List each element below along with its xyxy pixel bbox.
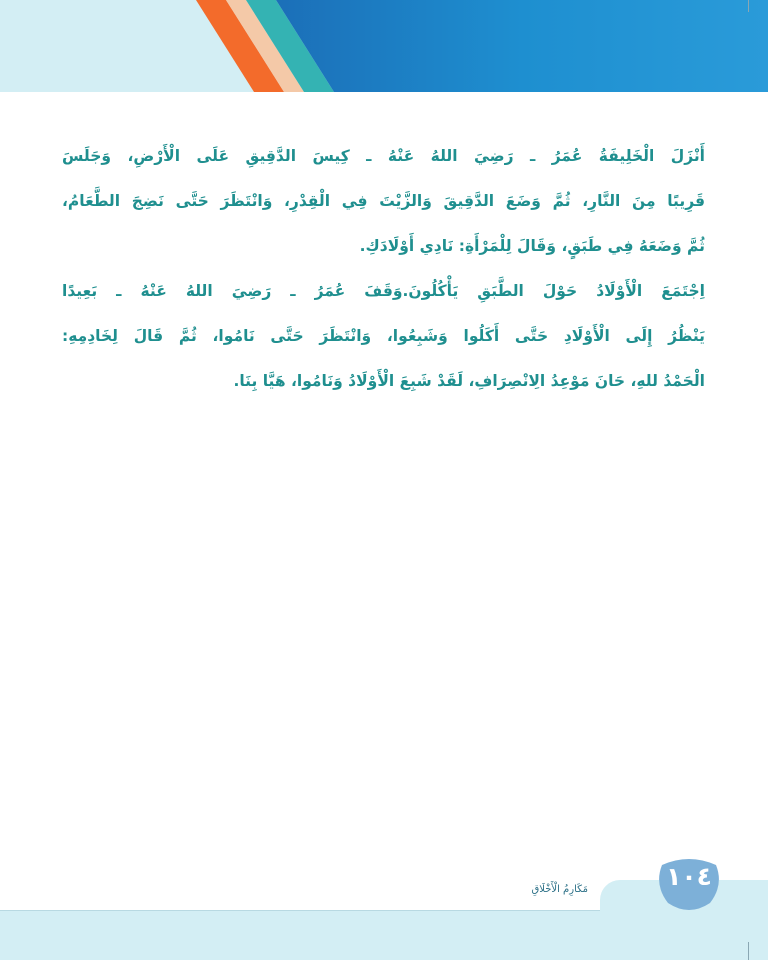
- paragraph-2: [62, 280, 705, 393]
- text-line: ثُمَّ وَضَعَهُ فِي طَبَقٍ، وَقَالَ لِلْمَرْأَةِ: نَادِي أَوْلَادَكِ.: [359, 237, 705, 255]
- paragraph-1: [62, 145, 705, 258]
- page-number: ١٠٤: [666, 862, 712, 891]
- text-line: يَنْظُرُ إِلَى الْأَوْلَادِ حَتَّى أَكَلُوا وَشَبِعُوا، وَانْتَظَرَ حَتَّى نَامُوا، ثُمَّ قَالَ لِخَادِمِهِ:: [62, 327, 705, 345]
- blue-panel: [276, 0, 768, 92]
- text-line: الْحَمْدُ للهِ، حَانَ مَوْعِدُ الِانْصِرَافِ، لَقَدْ شَبِعَ الْأَوْلَادُ وَنَامُوا، هَيَّا بِنَا.: [233, 372, 705, 390]
- story-text: [62, 145, 705, 415]
- header-banner: [0, 0, 768, 92]
- footer-rule: [0, 910, 600, 911]
- header-decoration: [0, 0, 768, 92]
- text-line: قَرِيبًا مِنَ النَّارِ، ثُمَّ وَضَعَ الدَّقِيقَ وَالزَّيْتَ فِي الْقِدْرِ، وَانْتَظَرَ حَتَّى نَضِجَ الطَّعَامُ،: [62, 192, 705, 210]
- crop-mark: [748, 0, 749, 12]
- footer-band: [0, 910, 768, 960]
- text-line: اِجْتَمَعَ الْأَوْلَادُ حَوْلَ الطَّبَقِ يَأْكُلُونَ.وَقَفَ عُمَرُ ـ رَضِيَ اللهُ عَنْهُ ـ بَعِيدًا: [62, 282, 705, 300]
- crop-mark: [748, 942, 749, 960]
- book-title: مَكَارِمُ الْأَخْلَاقِ: [531, 884, 588, 895]
- footer: [0, 880, 768, 960]
- text-line: أَنْزَلَ الْخَلِيفَةُ عُمَرُ ـ رَضِيَ اللهُ عَنْهُ ـ كِيسَ الدَّقِيقِ عَلَى الْأَرْضِ، وَجَلَسَ: [62, 147, 705, 165]
